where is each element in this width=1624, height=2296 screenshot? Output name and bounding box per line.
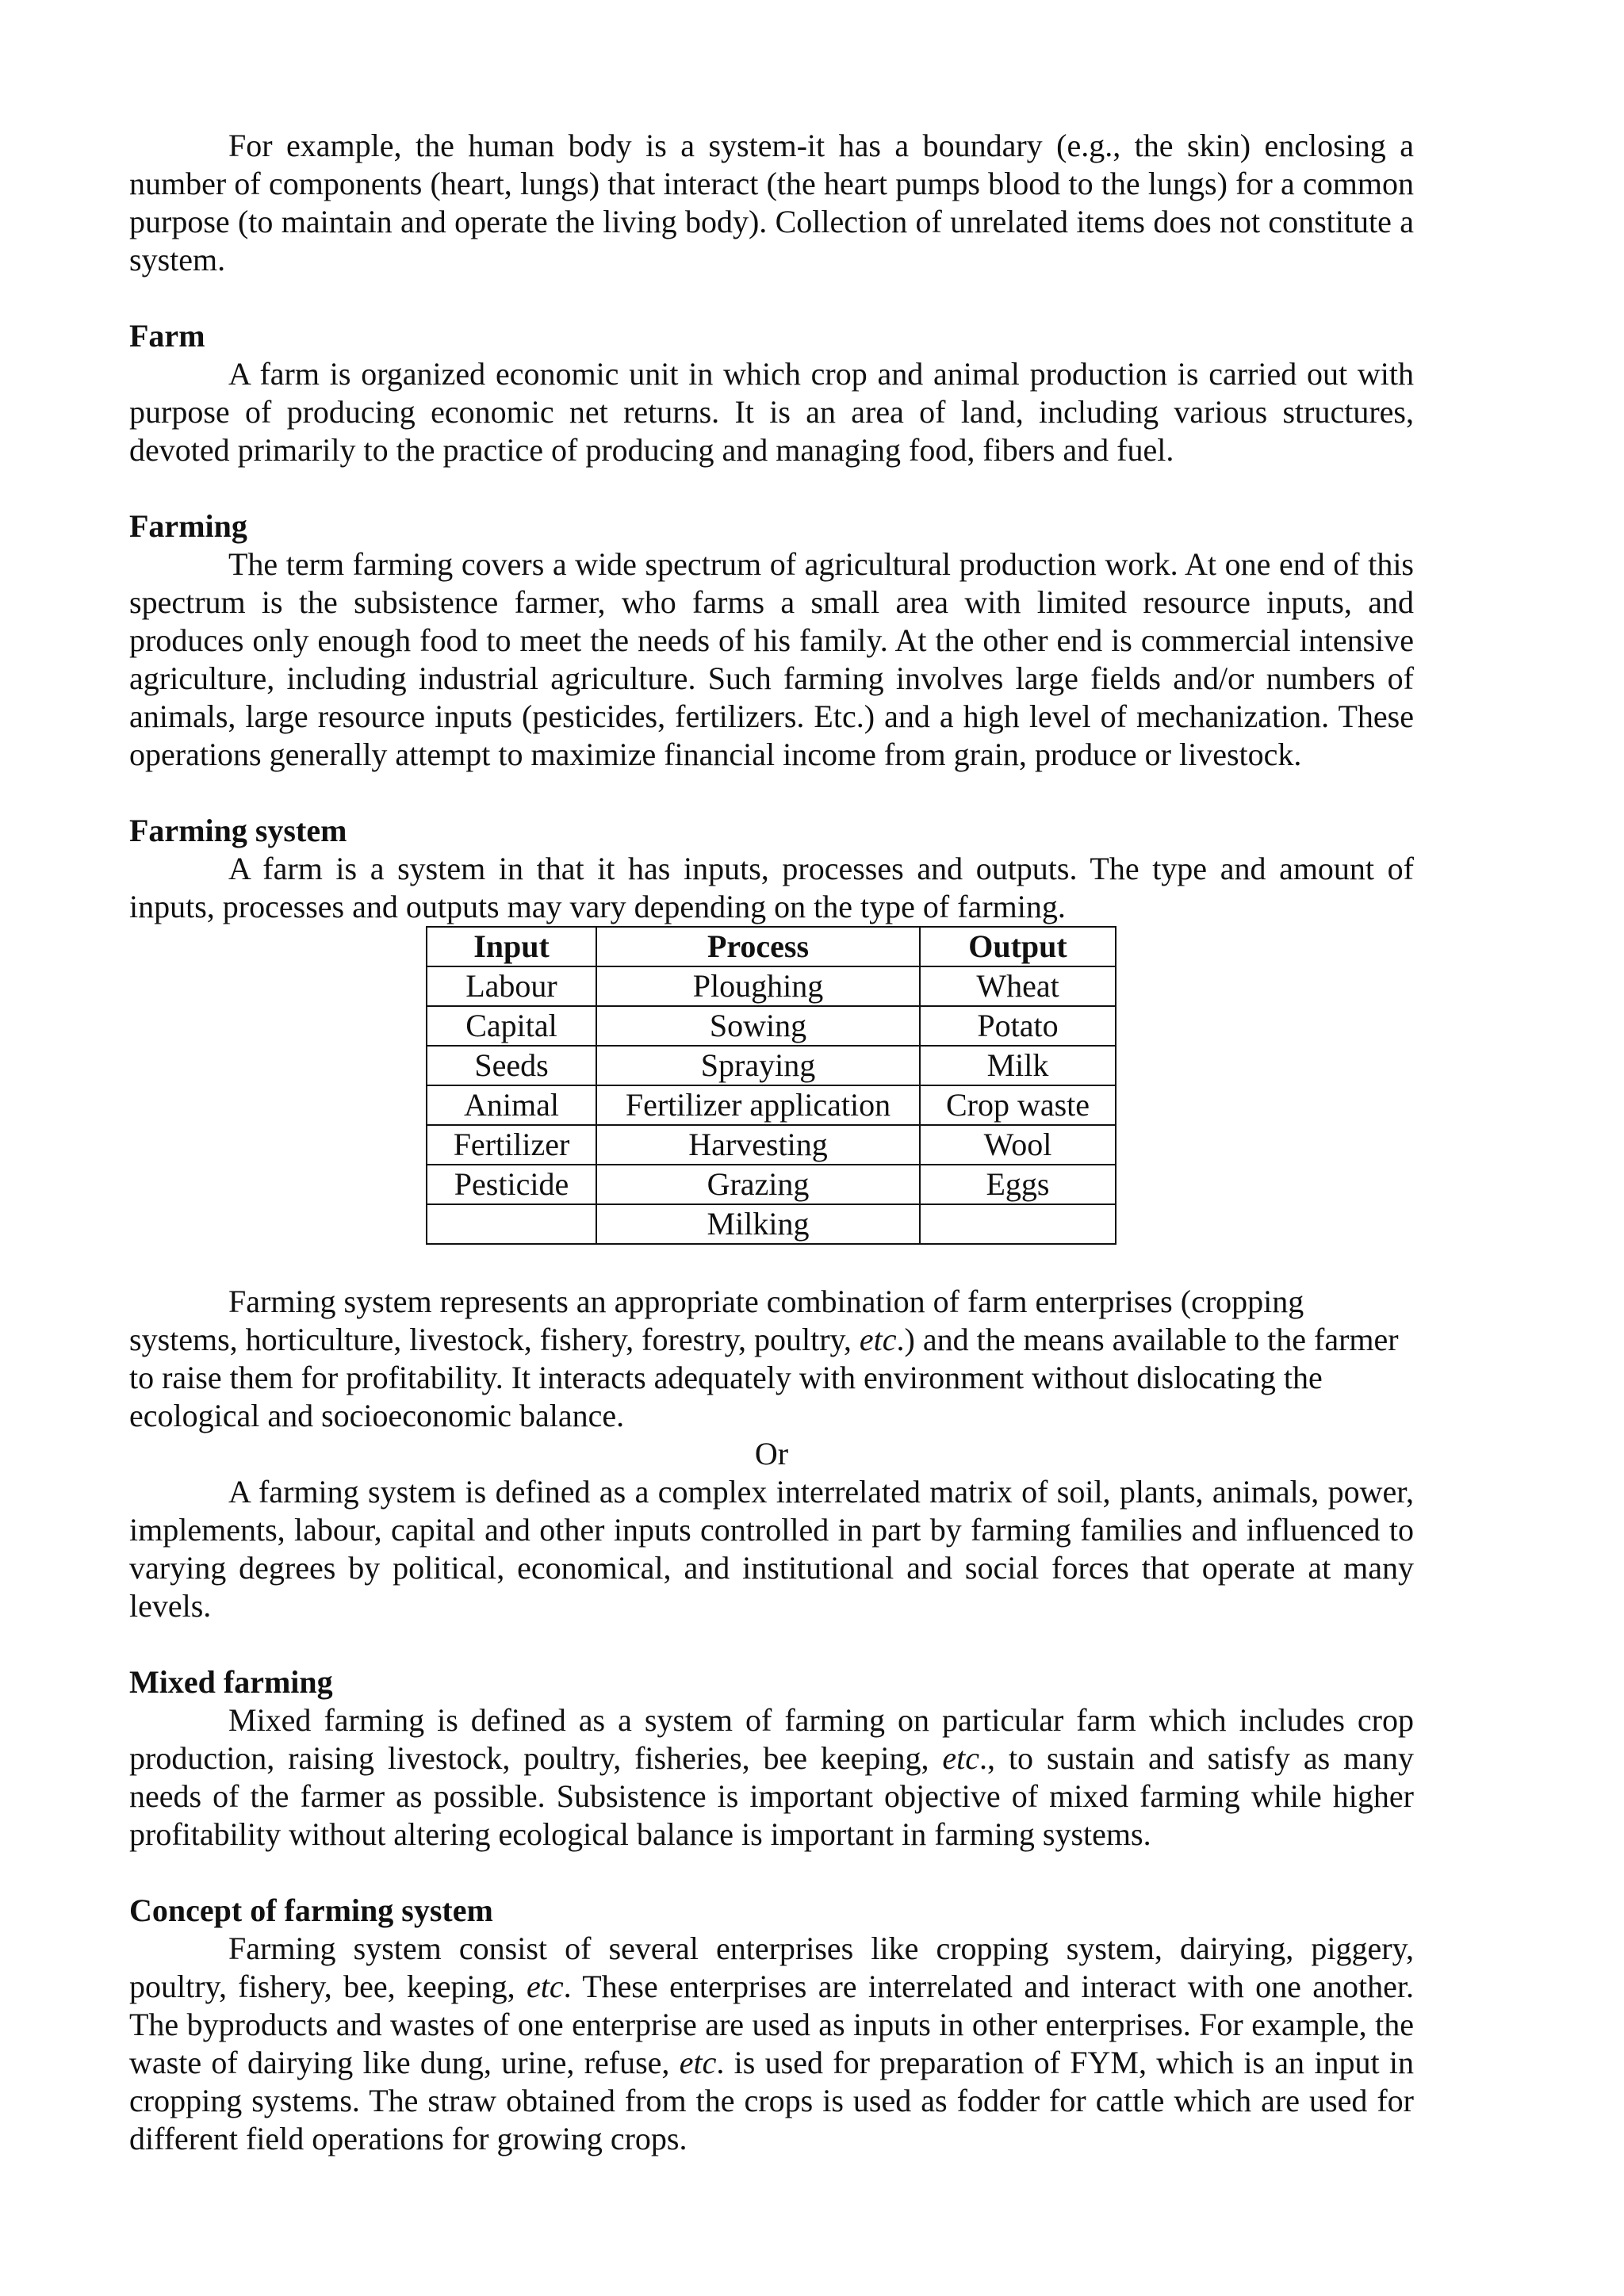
table-cell: Crop waste (920, 1085, 1116, 1125)
paragraph-text: . These enterprises are interrelated and interact with one another. The byproducts and wastes of one enterprise are used as inputs in other enterprises. For example, the waste of dairying like dung, urine, refuse, (129, 1969, 1415, 2080)
table-cell: Milking (596, 1204, 920, 1244)
table-header-output: Output (920, 927, 1116, 966)
input-process-output-table (426, 926, 1116, 1245)
table-header-process: Process (596, 927, 920, 966)
etc-italic: etc (526, 1969, 564, 2004)
table-header-row (427, 927, 1116, 966)
spacer (129, 1245, 1414, 1283)
definition-text: .) and the means available to the farmer to raise them for profitability. It interacts adequately with environment without dislocating the ecological and socioeconomic balance. (129, 1322, 1399, 1433)
table-row (427, 1006, 1116, 1046)
spacer (129, 774, 1414, 812)
spacer (129, 1854, 1414, 1892)
table-cell: Eggs (920, 1165, 1116, 1204)
table-cell: Spraying (596, 1046, 920, 1085)
farm-paragraph: A farm is organized economic unit in which crop and animal production is carried out with purpose of producing economic net returns. It is an area of land, including various structures, devoted primarily to the practice of producing and managing food, fibers and fuel. (129, 356, 1414, 468)
etc-italic: etc (859, 1322, 897, 1357)
table-cell: Harvesting (596, 1125, 920, 1165)
table-row (427, 1085, 1116, 1125)
spacer (129, 469, 1414, 507)
table-cell (427, 1204, 596, 1244)
definition-text: Farming system represents an appropriate combination of farm enterprises (cropping systems, horticulture, livestock, fishery, forestry, poultry, (129, 1284, 1304, 1357)
table-cell: Labour (427, 966, 596, 1006)
paragraph-text: ., to sustain and satisfy as many needs of the farmer as possible. Subsistence is important objective of mixed farming while higher profitability without altering ecological balance is important in farming systems. (129, 1740, 1414, 1852)
concept-heading: Concept of farming system (129, 1892, 493, 1928)
mixed-farming-heading: Mixed farming (129, 1664, 333, 1700)
table-cell: Animal (427, 1085, 596, 1125)
table-row (427, 1165, 1116, 1204)
table-cell: Sowing (596, 1006, 920, 1046)
intro-paragraph: For example, the human body is a system-it has a boundary (e.g., the skin) enclosing a number of components (heart, lungs) that interact (the heart pumps blood to the lungs) for a common purpose (to maintain and operate the living body). Collection of unrelated items does not constitute a system. (129, 128, 1414, 277)
paragraph-text: . is used for preparation of FYM, which is an input in cropping systems. The straw obtained from the crops is used as fodder for cattle which are used for different field operations for growing crops. (129, 2045, 1415, 2156)
farming-system-paragraph: A farm is a system in that it has inputs, processes and outputs. The type and amount of inputs, processes and outputs may vary depending on the type of farming. (129, 851, 1414, 924)
mixed-farming-paragraph (129, 1701, 1414, 1854)
table-row (427, 1204, 1116, 1244)
paragraph-text: Mixed farming is defined as a system of farming on particular farm which includes crop production, raising livestock, poultry, fisheries, bee keeping, (129, 1702, 1414, 1776)
table-row (427, 1125, 1116, 1165)
spacer (129, 279, 1414, 317)
table-cell: Ploughing (596, 966, 920, 1006)
table-cell (920, 1204, 1116, 1244)
concept-paragraph (129, 1930, 1414, 2158)
spacer (129, 1625, 1414, 1663)
table-cell: Fertilizer application (596, 1085, 920, 1125)
table-cell: Fertilizer (427, 1125, 596, 1165)
table-row (427, 966, 1116, 1006)
table-header-input: Input (427, 927, 596, 966)
table-cell: Grazing (596, 1165, 920, 1204)
farming-heading: Farming (129, 508, 247, 544)
table-cell: Pesticide (427, 1165, 596, 1204)
table-cell: Seeds (427, 1046, 596, 1085)
table-cell: Wool (920, 1125, 1116, 1165)
table-row (427, 1046, 1116, 1085)
etc-italic: etc (942, 1740, 980, 1776)
or-separator: Or (754, 1436, 789, 1471)
table-cell: Capital (427, 1006, 596, 1046)
document-page (129, 127, 1414, 2158)
table-cell: Wheat (920, 966, 1116, 1006)
farming-paragraph: The term farming covers a wide spectrum of agricultural production work. At one end of this spectrum is the subsistence farmer, who farms a small area with limited resource inputs, and produces only enough food to meet the needs of his family. At the other end is commercial intensive agriculture, including industrial agriculture. Such farming involves large fields and/or numbers of animals, large resource inputs (pesticides, fertilizers. Etc.) and a high level of mechanization. These operations generally attempt to maximize financial income from grain, produce or livestock. (129, 546, 1414, 772)
farming-system-heading: Farming system (129, 813, 347, 848)
etc-italic: etc (679, 2045, 717, 2080)
table-cell: Potato (920, 1006, 1116, 1046)
paragraph-text: Farming system consist of several enterprises like cropping system, dairying, piggery, poultry, fishery, bee, keeping, (129, 1931, 1414, 2004)
table-cell: Milk (920, 1046, 1116, 1085)
farm-heading: Farm (129, 318, 205, 354)
farming-system-definition-2: A farming system is defined as a complex interrelated matrix of soil, plants, animals, power, implements, labour, capital and other inputs controlled in part by farming families and influenced to varying degrees by political, economical, and institutional and social forces that operate at many levels. (129, 1474, 1414, 1624)
farming-system-definition-1 (129, 1283, 1414, 1435)
